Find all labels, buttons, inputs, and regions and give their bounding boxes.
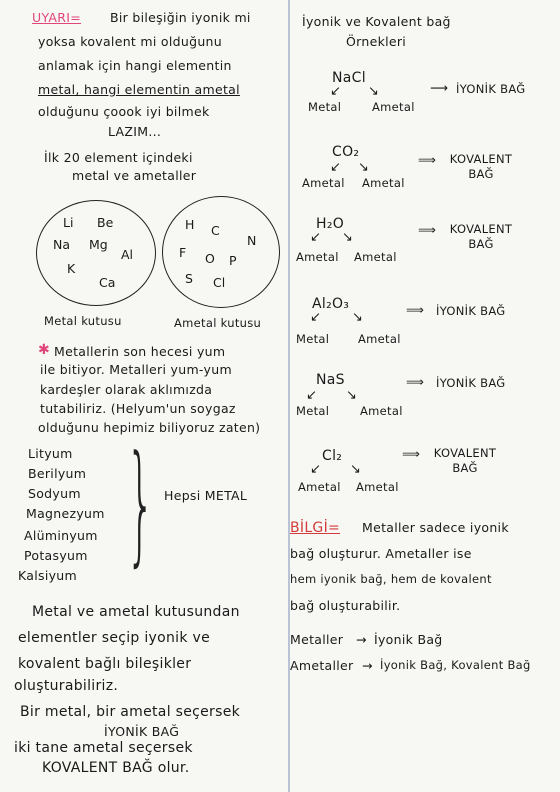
element-symbol: Cl	[213, 275, 226, 290]
bond-result: KOVALENT BAĞ	[433, 446, 497, 475]
arrow-down-right-icon: ↘	[368, 84, 379, 99]
note-line: ile bitiyor. Metalleri yum-yum	[40, 362, 232, 377]
bond-result: İYONİK BAĞ	[436, 376, 506, 390]
info-label: BİLGİ=	[290, 520, 341, 536]
double-arrow-right-icon: ⟹	[402, 446, 421, 461]
right-type: Ametal	[358, 332, 401, 346]
element-symbol: P	[229, 253, 237, 268]
double-arrow-right-icon: ⟹	[406, 302, 425, 317]
bottom-line: elementler seçip iyonik ve	[18, 630, 211, 646]
element-symbol: O	[205, 251, 215, 266]
note-line: kardeşler olarak aklımızda	[40, 382, 213, 397]
double-arrow-right-icon: ⟹	[406, 374, 425, 389]
bottom-line: Bir metal, bir ametal seçersek	[20, 704, 241, 720]
bond-result: KOVALENT BAĞ	[449, 222, 513, 251]
bottom-line: oluşturabiliriz.	[14, 678, 119, 694]
left-type: Metal	[308, 100, 342, 114]
element-symbol: N	[247, 233, 257, 248]
bottom-line: KOVALENT BAĞ olur.	[42, 760, 190, 776]
warning-line: Bir bileşiğin iyonik mi	[110, 10, 251, 25]
first20-line: İlk 20 element içindeki	[44, 150, 193, 165]
arrow-right-icon: →	[362, 658, 373, 673]
element-symbol: Li	[63, 215, 74, 230]
info-line: Metaller sadece iyonik	[362, 520, 509, 535]
left-type: Ametal	[298, 480, 341, 494]
arrow-down-right-icon: ↘	[352, 310, 363, 325]
note-line: olduğunu hepimiz biliyoruz zaten)	[38, 420, 261, 435]
left-type: Ametal	[296, 250, 339, 264]
element-symbol: Be	[97, 215, 114, 230]
note-line: Metallerin son hecesi yum	[54, 344, 226, 359]
right-type: Ametal	[356, 480, 399, 494]
summary-left: Ametaller	[290, 658, 354, 673]
info-line: bağ oluşturur. Ametaller ise	[290, 546, 472, 561]
summary-right: İyonik Bağ	[374, 632, 443, 647]
warning-line: yoksa kovalent mi olduğunu	[38, 34, 222, 49]
warning-line: metal, hangi elementin ametal	[38, 82, 240, 97]
element-symbol: C	[211, 223, 220, 238]
examples-title: İyonik ve Kovalent bağ	[302, 14, 451, 29]
bottom-line: iki tane ametal seçersek	[14, 740, 193, 756]
left-column	[14, 0, 282, 792]
first20-line: metal ve ametaller	[72, 168, 197, 183]
double-arrow-right-icon: ⟹	[418, 222, 437, 237]
bond-result: İYONİK BAĞ	[456, 82, 526, 96]
arrow-down-left-icon: ↙	[306, 388, 317, 403]
arrow-down-left-icon: ↙	[310, 230, 321, 245]
bottom-line: İYONİK BAĞ	[104, 724, 180, 739]
metal-list-item: Magnezyum	[26, 506, 105, 521]
bond-result: İYONİK BAĞ	[436, 304, 506, 318]
info-line: hem iyonik bağ, hem de kovalent	[290, 572, 492, 586]
element-symbol: Na	[53, 237, 71, 252]
column-divider	[288, 0, 290, 792]
arrow-down-left-icon: ↙	[310, 462, 321, 477]
left-type: Metal	[296, 332, 330, 346]
ametal-box-label: Ametal kutusu	[174, 316, 262, 330]
left-type: Metal	[296, 404, 330, 418]
metal-list-item: Lityum	[28, 446, 73, 461]
element-symbol: H	[185, 217, 195, 232]
arrow-down-left-icon: ↙	[330, 160, 341, 175]
arrow-down-right-icon: ↘	[346, 388, 357, 403]
summary-right: İyonik Bağ, Kovalent Bağ	[380, 658, 531, 672]
element-symbol: K	[67, 261, 76, 276]
metal-list-item: Berilyum	[28, 466, 87, 481]
bottom-line: kovalent bağlı bileşikler	[18, 656, 192, 672]
arrow-down-left-icon: ↙	[310, 310, 321, 325]
right-type: Ametal	[372, 100, 415, 114]
arrow-down-right-icon: ↘	[350, 462, 361, 477]
left-type: Ametal	[302, 176, 345, 190]
right-column	[290, 0, 554, 792]
arrow-right-icon: →	[356, 632, 367, 647]
metal-box-label: Metal kutusu	[44, 314, 122, 328]
right-type: Ametal	[362, 176, 405, 190]
warning-line: olduğunu çoook iyi bilmek	[38, 104, 210, 119]
note-line: tutabiliriz. (Helyum'un soygaz	[40, 401, 236, 416]
element-symbol: Al	[121, 247, 134, 262]
right-type: Ametal	[360, 404, 403, 418]
element-symbol: Mg	[89, 237, 108, 252]
formula: Al₂O₃	[312, 296, 350, 312]
bottom-line: Metal ve ametal kutusundan	[32, 604, 240, 620]
double-arrow-right-icon: ⟹	[418, 152, 437, 167]
all-metal-label: Hepsi METAL	[164, 488, 248, 503]
summary-left: Metaller	[290, 632, 344, 647]
formula: H₂O	[316, 216, 345, 232]
info-line: bağ oluşturabilir.	[290, 598, 401, 613]
metal-list-item: Sodyum	[28, 486, 81, 501]
examples-title: Örnekleri	[346, 34, 407, 49]
arrow-right-icon: ⟶	[430, 80, 449, 95]
warning-line: anlamak için hangi elementin	[38, 58, 232, 73]
formula: NaS	[316, 372, 345, 388]
ametal-box-circle	[162, 196, 280, 308]
metal-list-item: Potasyum	[24, 548, 88, 563]
right-type: Ametal	[354, 250, 397, 264]
formula: Cl₂	[322, 448, 343, 464]
element-symbol: F	[179, 245, 187, 260]
arrow-down-right-icon: ↘	[342, 230, 353, 245]
warning-line: LAZIM...	[108, 124, 162, 139]
metal-box-circle	[36, 200, 156, 306]
element-symbol: Ca	[99, 275, 116, 290]
formula: CO₂	[332, 144, 360, 160]
formula: NaCl	[332, 70, 366, 86]
arrow-down-right-icon: ↘	[358, 160, 369, 175]
metal-list-item: Kalsiyum	[18, 568, 77, 583]
curly-brace-icon: }	[126, 427, 155, 579]
arrow-down-left-icon: ↙	[330, 84, 341, 99]
metal-list-item: Alüminyum	[24, 528, 98, 543]
star-icon: ✱	[38, 342, 51, 358]
bond-result: KOVALENT BAĞ	[449, 152, 513, 181]
warning-label: UYARI=	[32, 10, 82, 25]
element-symbol: S	[185, 271, 193, 286]
